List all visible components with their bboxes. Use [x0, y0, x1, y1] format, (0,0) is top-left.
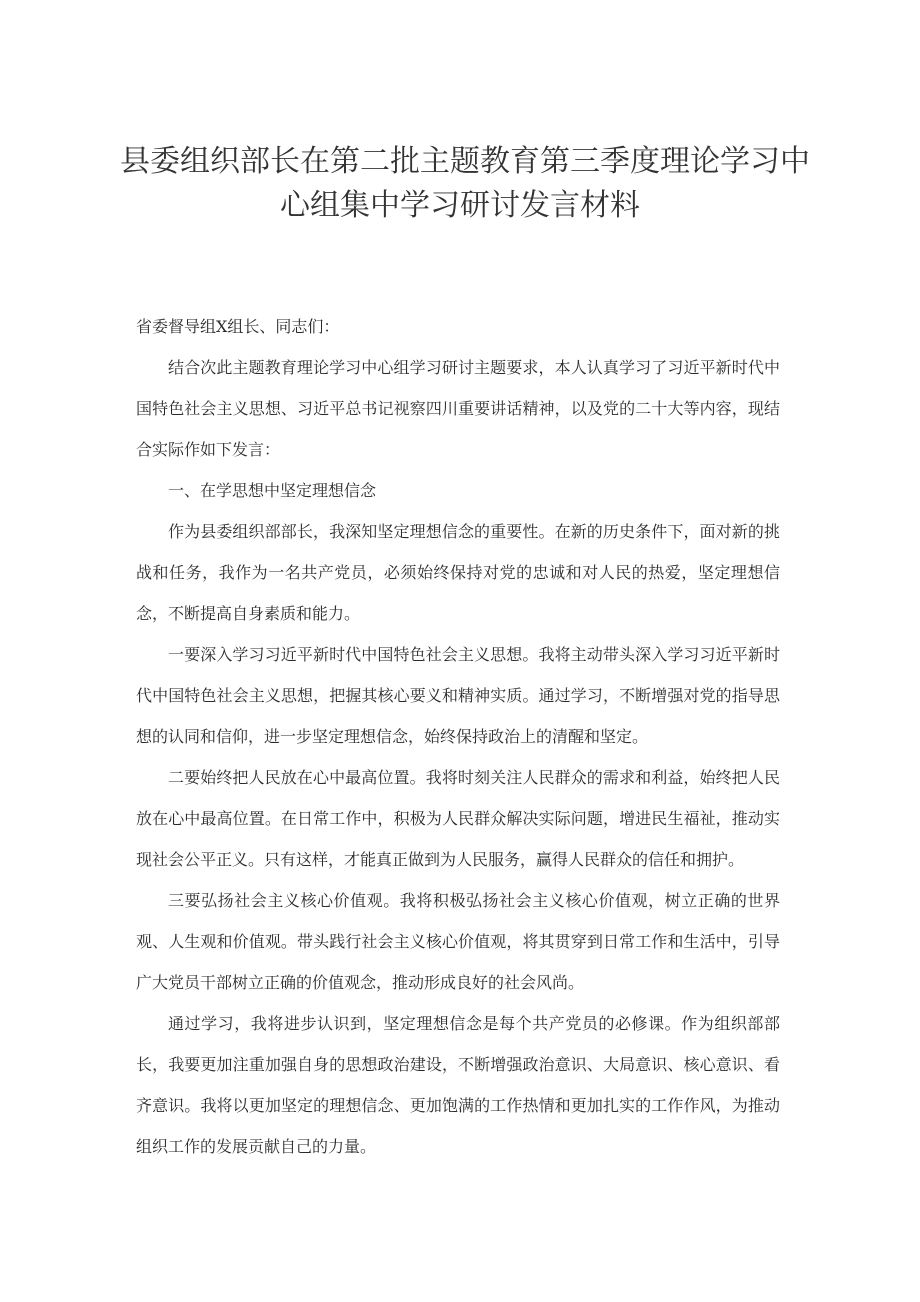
- title-line-2: 心组集中学习研讨发言材料: [280, 188, 640, 223]
- document-body: [136, 306, 780, 1167]
- point-3-lead: 三要弘扬社会主义核心价值观。: [168, 891, 400, 910]
- point-1-lead: 一要深入学习习近平新时代中国特色社会主义思想。: [168, 645, 539, 664]
- paragraph-1: 作为县委组织部部长，我深知坚定理想信念的重要性。在新的历史条件下，面对新的挑战和任务，我作为一名共产党员，必须始终保持对党的忠诚和对人民的热爱，坚定理想信念，不断提高自身素质和能力。: [136, 522, 780, 623]
- point-2-text: 我将时刻关注人民群众的需求和利益，始终把人民放在心中最高位置。在日常工作中，积极为人民群众解决实际问题，增进民生福祉，推动实现社会公平正义。只有这样，才能真正做到为人民服务，赢得人民群众的信任和拥护。: [136, 768, 780, 869]
- salutation: 省委督导组X组长、同志们：: [136, 317, 340, 336]
- intro-paragraph: 结合次此主题教育理论学习中心组学习研讨主题要求，本人认真学习了习近平新时代中国特色社会主义思想、习近平总书记视察四川重要讲话精神，以及党的二十大等内容，现结合实际作如下发言：: [136, 358, 780, 459]
- section-heading: 一、在学思想中坚定理想信念: [168, 481, 377, 500]
- point-3-text: 我将积极弘扬社会主义核心价值观，树立正确的世界观、人生观和价值观。带头践行社会主义核心价值观，将其贯穿到日常工作和生活中，引导广大党员干部树立正确的价值观念，推动形成良好的社会风尚。: [136, 891, 780, 992]
- point-1-paragraph: [136, 634, 780, 757]
- point-2-lead: 二要始终把人民放在心中最高位置。: [168, 768, 426, 787]
- point-3-paragraph: [136, 880, 780, 1003]
- conclusion-paragraph: 通过学习，我将进步认识到，坚定理想信念是每个共产党员的必修课。作为组织部部长，我要更加注重加强自身的思想政治建设，不断增强政治意识、大局意识、核心意识、看齐意识。我将以更加坚定的理想信念、更加饱满的工作热情和更加扎实的工作作风，为推动组织工作的发展贡献自己的力量。: [136, 1014, 780, 1156]
- point-2-paragraph: [136, 757, 780, 880]
- document-title: [120, 140, 810, 228]
- point-1-text: 我将主动带头深入学习习近平新时代中国特色社会主义思想，把握其核心要义和精神实质。通过学习，不断增强对党的指导思想的认同和信仰，进一步坚定理想信念，始终保持政治上的清醒和坚定。: [136, 645, 780, 746]
- title-line-1: 县委组织部长在第二批主题教育第三季度理论学习中: [120, 144, 810, 179]
